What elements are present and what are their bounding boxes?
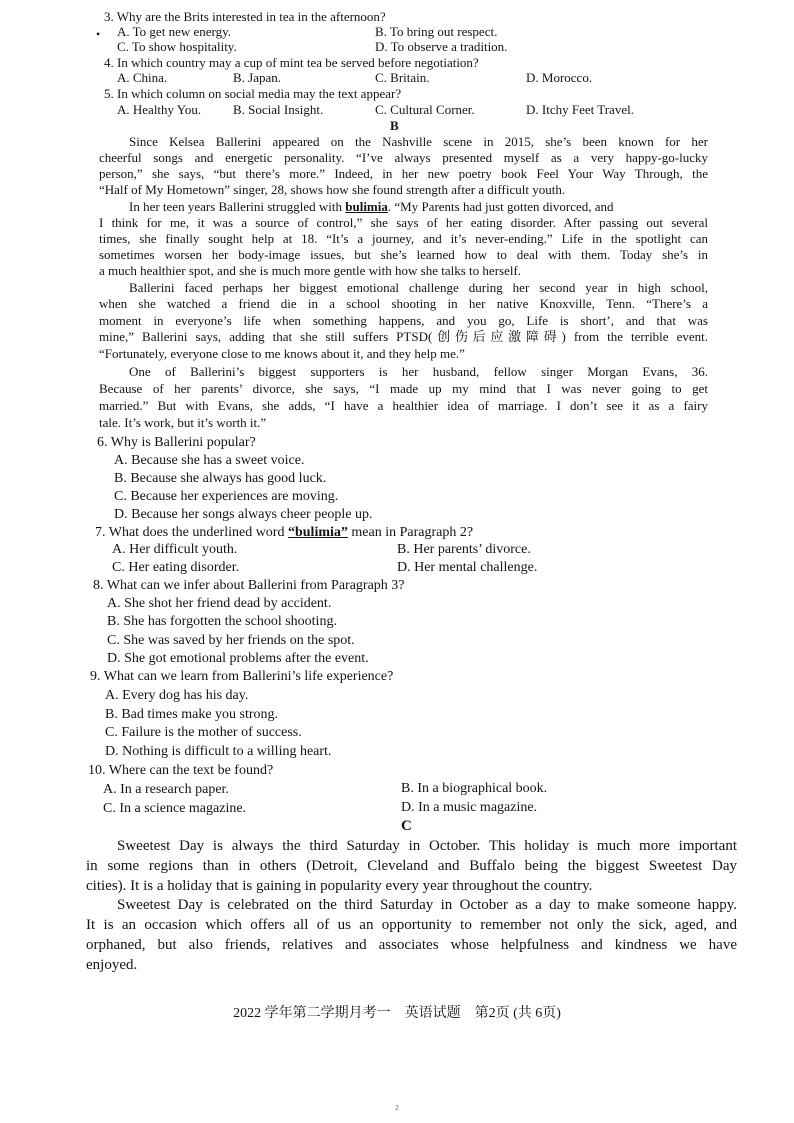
q9-option-d: D. Nothing is difficult to a willing heart.	[105, 744, 332, 759]
passage-b-p3-line4: mine,” Ballerini says, adding that she still suffers PTSD(创伤后应激障碍) from the terrible event.	[99, 329, 708, 344]
q10-option-c: C. In a science magazine.	[103, 801, 247, 816]
q8-option-c: C. She was saved by her friends on the spot.	[107, 633, 355, 648]
q5-stem: 5. In which column on social media may the text appear?	[104, 86, 402, 101]
passage-b-p3-line1: Ballerini faced perhaps her biggest emotional challenge during her second year in high school,	[129, 280, 708, 295]
q7-option-b: B. Her parents’ divorce.	[397, 542, 531, 557]
page-footer: 2022 学年第二学期月考一 英语试题 第2页 (共 6页)	[233, 1006, 561, 1021]
q10-option-a: A. In a research paper.	[103, 782, 229, 797]
q9-option-c: C. Failure is the mother of success.	[105, 725, 302, 740]
passage-c-p2-line3: orphaned, but also friends, relatives and associates whose helpfulness and kindness we have	[86, 937, 737, 953]
q10-option-b: B. In a biographical book.	[401, 781, 548, 796]
passage-b-p4-line1: One of Ballerini’s biggest supporters is her husband, fellow singer Morgan Evans, 36.	[129, 364, 708, 379]
q5-option-c: C. Cultural Corner.	[375, 102, 475, 117]
passage-b-p2-line2: I think for me, it was a source of control,” she says of her eating disorder. After passing out several	[99, 215, 708, 230]
q8-option-b: B. She has forgotten the school shooting.	[107, 614, 337, 629]
passage-c-p2-line1: Sweetest Day is celebrated on the third Saturday in October as a day to make someone happy.	[117, 897, 737, 913]
passage-b-p1-line1: Since Kelsea Ballerini appeared on the Nashville scene in 2015, she’s been known for her	[129, 134, 708, 149]
stray-mark: •	[96, 27, 101, 41]
q5-option-b: B. Social Insight.	[233, 102, 324, 117]
passage-c-p2-line2: It is an occasion which offers all of us an opportunity to remember not only the sick, aged, and	[86, 917, 737, 933]
q3-stem: 3. Why are the Brits interested in tea in the afternoon?	[104, 9, 386, 24]
q10-stem: 10. Where can the text be found?	[88, 763, 274, 778]
q9-stem: 9. What can we learn from Ballerini’s life experience?	[90, 669, 394, 684]
underlined-word-quote: “bulimia”	[287, 525, 348, 540]
q3-option-a: A. To get new energy.	[117, 24, 232, 39]
q3-option-c: C. To show hospitality.	[117, 39, 237, 54]
passage-b-p2-line5: a much healthier spot, and she is much more gentle with how she talks to herself.	[99, 263, 522, 278]
q6-option-d: D. Because her songs always cheer people up.	[114, 507, 373, 522]
q4-stem: 4. In which country may a cup of mint tea be served before negotiation?	[104, 55, 479, 70]
q5-option-d: D. Itchy Feet Travel.	[526, 102, 634, 117]
underlined-word-bulimia: bulimia	[345, 199, 388, 214]
passage-b-p4-line2: Because of her parents’ divorce, she says, “I made up my mind that I was never going to get	[99, 381, 708, 396]
passage-b-p2-line3: times, she finally sought help at 18. “It’s a journey, and it’s never-ending.” Life in the spotlight can	[99, 231, 708, 246]
q8-option-d: D. She got emotional problems after the event.	[107, 651, 369, 666]
q6-stem: 6. Why is Ballerini popular?	[97, 435, 256, 450]
passage-b-p1-line2: cheerful songs and energetic personality. “I’ve always presented myself as a very happy-go-lucky	[99, 150, 708, 165]
q7-option-a: A. Her difficult youth.	[112, 542, 238, 557]
q7-option-d: D. Her mental challenge.	[397, 560, 538, 575]
section-b-heading: B	[390, 118, 399, 133]
q5-option-a: A. Healthy You.	[117, 102, 202, 117]
passage-c-p1-line2: in some regions than in others (Detroit, Cleveland and Buffalo being the biggest Sweetest Day	[86, 858, 737, 874]
q7-stem: 7. What does the underlined word “bulimia” mean in Paragraph 2?	[95, 525, 474, 540]
passage-c-p2-line4: enjoyed.	[86, 957, 138, 973]
q10-option-d: D. In a music magazine.	[401, 800, 538, 815]
q4-option-b: B. Japan.	[233, 70, 282, 85]
passage-b-p3-line5: “Fortunately, everyone close to me knows about it, and they help me.”	[99, 346, 465, 361]
section-c-heading: C	[401, 818, 412, 834]
passage-b-p2-line4: sometimes worsen her body-image issues, but she’s learned how to deal with them. Today she’s in	[99, 247, 708, 262]
passage-b-p4-line4: tale. It’s work, but it’s worth it.”	[99, 415, 267, 430]
passage-c-p1-line3: cities). It is a holiday that is gaining in popularity every year throughout the country.	[86, 878, 593, 894]
q6-option-a: A. Because she has a sweet voice.	[114, 453, 305, 468]
q8-stem: 8. What can we infer about Ballerini from Paragraph 3?	[93, 578, 405, 593]
q4-option-d: D. Morocco.	[526, 70, 593, 85]
q9-option-a: A. Every dog has his day.	[105, 688, 249, 703]
passage-b-p1-line4: “Half of My Hometown” singer, 28, shows how she found strength after a difficult youth.	[99, 182, 566, 197]
q8-option-a: A. She shot her friend dead by accident.	[107, 596, 332, 611]
q9-option-b: B. Bad times make you strong.	[105, 707, 279, 722]
passage-b-p2-line1: In her teen years Ballerini struggled with bulimia. “My Parents had just gotten divorced, and	[129, 199, 614, 214]
q3-option-d: D. To observe a tradition.	[375, 39, 508, 54]
page-number: 2	[395, 1104, 399, 1112]
q6-option-b: B. Because she always has good luck.	[114, 471, 327, 486]
q3-option-b: B. To bring out respect.	[375, 24, 498, 39]
passage-b-p1-line3: person,” she says, “but there’s more.” Indeed, in her new poetry book Feel Your Way Through, the	[99, 166, 708, 181]
q4-option-a: A. China.	[117, 70, 168, 85]
passage-b-p3-line3: moment in everyone’s life when something happens, and you go, Life is short’, and that was	[99, 313, 708, 328]
passage-b-p4-line3: married.” But with Evans, she adds, “I have a healthier idea of marriage. I don’t see it as a fairy	[99, 398, 708, 413]
q6-option-c: C. Because her experiences are moving.	[114, 489, 339, 504]
q7-option-c: C. Her eating disorder.	[112, 560, 240, 575]
passage-c-p1-line1: Sweetest Day is always the third Saturday in October. This holiday is much more important	[117, 838, 737, 854]
passage-b-p3-line2: when she watched a friend die in a school shooting in her native Knoxville, Tenn. “There’s a	[99, 296, 708, 311]
q4-option-c: C. Britain.	[375, 70, 430, 85]
